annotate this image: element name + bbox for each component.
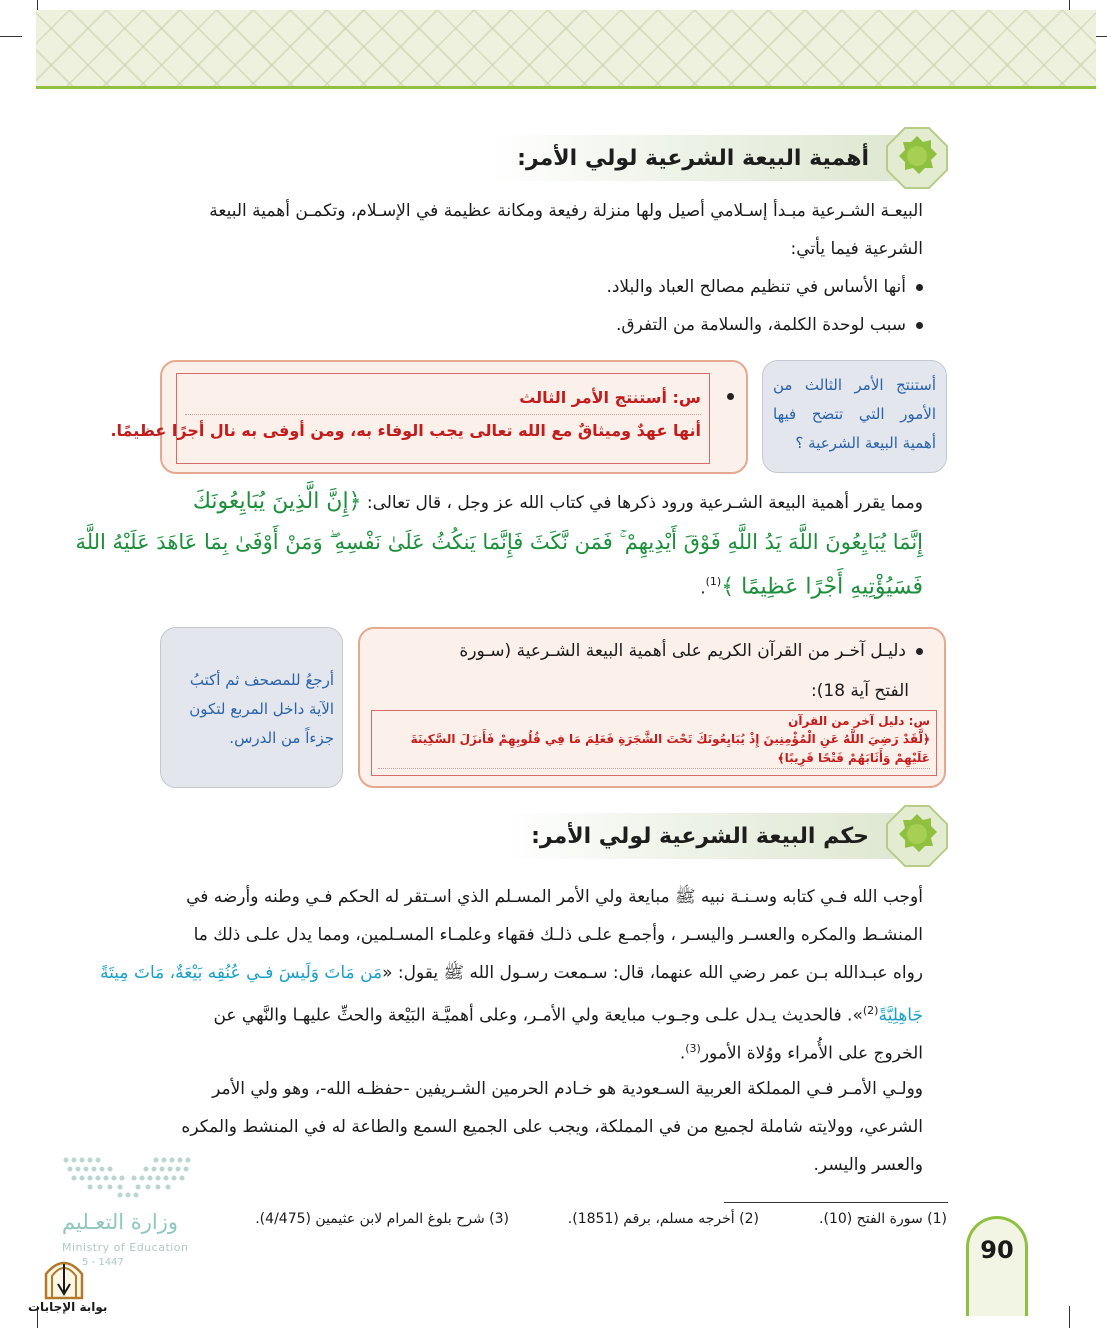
footnote-divider xyxy=(724,1202,948,1203)
section-heading-importance xyxy=(491,126,949,190)
bullet-dot xyxy=(916,648,923,655)
answer-field[interactable] xyxy=(371,710,937,776)
footnote: (3) شرح بلوغ المرام لابن عثيمين (4/475). xyxy=(255,1211,509,1227)
ministry-logo-icon xyxy=(60,1154,200,1200)
ministry-name-ar: وزارة التعـليم xyxy=(62,1210,179,1234)
section-heading-ruling xyxy=(505,804,949,868)
ruling-line: الشرعي، وولايته شاملة لجميع من في المملكة، ويجب على الجميع السمع والطاعة له في المنشط والمكره xyxy=(181,1117,923,1137)
verse-line: إِنَّمَا يُبَايِعُونَ اللَّهَ يَدُ اللَّهِ فَوْقَ أَيْدِيهِمْ ۚ فَمَن نَّكَثَ فَإِنَّمَا يَنكُثُ عَلَىٰ نَفْسِهِ ۖ وَمَنْ أَوْفَىٰ بِمَا عَاهَدَ عَلَيْهُ اللَّهَ xyxy=(75,530,923,554)
verse-intro-line xyxy=(193,482,923,523)
crop-mark xyxy=(0,36,22,37)
footnote: (1) سورة الفتح (10). xyxy=(819,1211,947,1227)
activity-text-line: الفتح آية 18): xyxy=(811,681,909,701)
intro-line: الشرعية فيما يأتي: xyxy=(790,239,923,259)
page-number-tab xyxy=(966,1216,1028,1316)
ruling-text: رواه عبـدالله بـن عمر رضي الله عنهما، قال: سـمعت رسـول الله ﷺ يقول: « xyxy=(382,963,923,983)
ministry-name-en: Ministry of Education xyxy=(62,1241,189,1254)
activity-instruction-box: أستنتج الأمر الثالث من الأمور التي تتضح فيها أهمية البيعة الشرعية ؟ xyxy=(762,360,947,473)
ruling-line xyxy=(160,992,923,1035)
page-number: 90 xyxy=(980,1236,1014,1264)
portal-logo-icon xyxy=(42,1254,86,1300)
ruling-text: ». فالحديث يـدل علـى وجـوب مبايعة ولي الأمـر، وعلى أهميَّـة البَيْعة والحثِّ عليهـا والنَّهي عن xyxy=(213,1005,863,1026)
question-label: س: دليل آخر من القرآن xyxy=(788,714,930,728)
section-title-bar xyxy=(491,135,897,181)
verse-line: فَسَيُؤْتِيهِ أَجْرًا عَظِيمًا ﴾$^{(1)}$. xyxy=(700,574,923,600)
footnote-ref: (2) xyxy=(862,1004,879,1017)
ruling-line: وولـي الأمـر فـي المملكة العربية السـعودية هو خـادم الحرمين الشـريفين -حفظـه الله-، وهو ولي الأمر xyxy=(212,1079,923,1099)
answer-text: ﴿لَّقَدْ رَضِيَ اللَّهُ عَنِ الْمُؤْمِنِينَ إِذْ يُبَايِعُونَكَ تَحْتَ الشَّجَرَةِ فَعَلِمَ مَا فِي قُلُوبِهِمْ فَأَنزَلَ السَّكِينَةَ عَلَيْهِمْ وَأَثَابَهُمْ فَتْحًا قَرِيبًا﴾ xyxy=(378,730,930,769)
ruling-line: الخروج على الأُمراء ووُلاة الأمور$^{(3)}$. xyxy=(679,1042,923,1064)
footnote-ref: (1) xyxy=(705,575,722,588)
ruling-text: الخروج على الأُمراء ووُلاة الأمور xyxy=(700,1043,923,1064)
crop-mark xyxy=(1069,1306,1070,1328)
intro-line: البيعـة الشـرعية مبـدأ إسـلامي أصيل ولها منزلة رفيعة ومكانة عظيمة في الإسـلام، وتكمـن أهمية البيعة xyxy=(209,201,923,221)
bullet-text: أنها الأساس في تنظيم مصالح العباد والبلاد. xyxy=(606,277,906,297)
section-title: حكم البيعة الشرعية لولي الأمر: xyxy=(531,823,869,849)
activity-text: دليـل آخـر من القرآن الكريم على أهمية البيعة الشـرعية (سـورة xyxy=(459,641,906,661)
bullet-item xyxy=(616,306,923,344)
bullet-text: سبب لوحدة الكلمة، والسلامة من التفرق. xyxy=(615,315,906,335)
header-accent-line xyxy=(36,86,1096,89)
bullet-dot xyxy=(916,284,923,291)
ruling-line: المنشـط والمكره والعسـر واليسـر ، وأجمـع علـى ذلـك فقهاء وعلمـاء المسـلمين، ومما يدل علـى ذلك ما xyxy=(193,925,923,945)
hadith-text: مَن مَاتَ وَلَيسَ فـي عُنُقِه بَيْعَةٌ، مَاتَ مِيتَةً xyxy=(100,963,383,983)
verse-text: ﴿إِنَّ الَّذِينَ يُبَايِعُونَكَ xyxy=(192,489,362,514)
ruling-line xyxy=(100,954,923,992)
answer-text: أنها عهدٌ وميثاقٌ مع الله تعالى يجب الوفاء به، ومن أوفى به نال أجرًا عظيمًا. xyxy=(110,421,701,440)
section-title-bar xyxy=(505,813,897,859)
ruling-line: أوجب الله فـي كتابه وسـنـة نبيه ﷺ مبايعة ولي الأمر المسـلم الذي اسـتقر له الحكم فـي وطنه وأرضه في xyxy=(186,887,923,907)
portal-name: بوابة الإجابات xyxy=(28,1300,108,1314)
answer-field[interactable] xyxy=(110,373,710,464)
bullet-dot xyxy=(727,393,734,400)
footnote: (2) أخرجه مسلم، برقم (1851). xyxy=(567,1211,759,1227)
ruling-line: والعسر واليسر. xyxy=(813,1155,923,1175)
header-pattern-banner xyxy=(36,10,1096,88)
hadith-text: جَاهِلِيَّةً xyxy=(878,1005,923,1026)
ministry-year: 5 - 1447 xyxy=(82,1257,124,1268)
footnote-ref: (3) xyxy=(685,1042,701,1055)
activity-instruction-box: أرجعُ للمصحف ثم أكتبُ الآية داخل المربع لتكون جزءاً من الدرس. xyxy=(160,627,343,788)
question-label: س: أستنتج الأمر الثالث xyxy=(185,382,701,415)
verse-lead-text: ومما يقرر أهمية البيعة الشـرعية ورود ذكرها في كتاب الله عز وجل ، قال تعالى: xyxy=(361,493,923,513)
bullet-dot xyxy=(916,322,923,329)
octagon-badge-icon xyxy=(885,126,949,190)
bullet-item xyxy=(606,268,923,306)
activity-text-line xyxy=(459,632,923,670)
section-title: أهمية البيعة الشرعية لولي الأمر: xyxy=(517,145,869,171)
octagon-badge-icon xyxy=(885,804,949,868)
verse-text: فَسَيُؤْتِيهِ أَجْرًا عَظِيمًا ﴾ xyxy=(721,574,923,600)
